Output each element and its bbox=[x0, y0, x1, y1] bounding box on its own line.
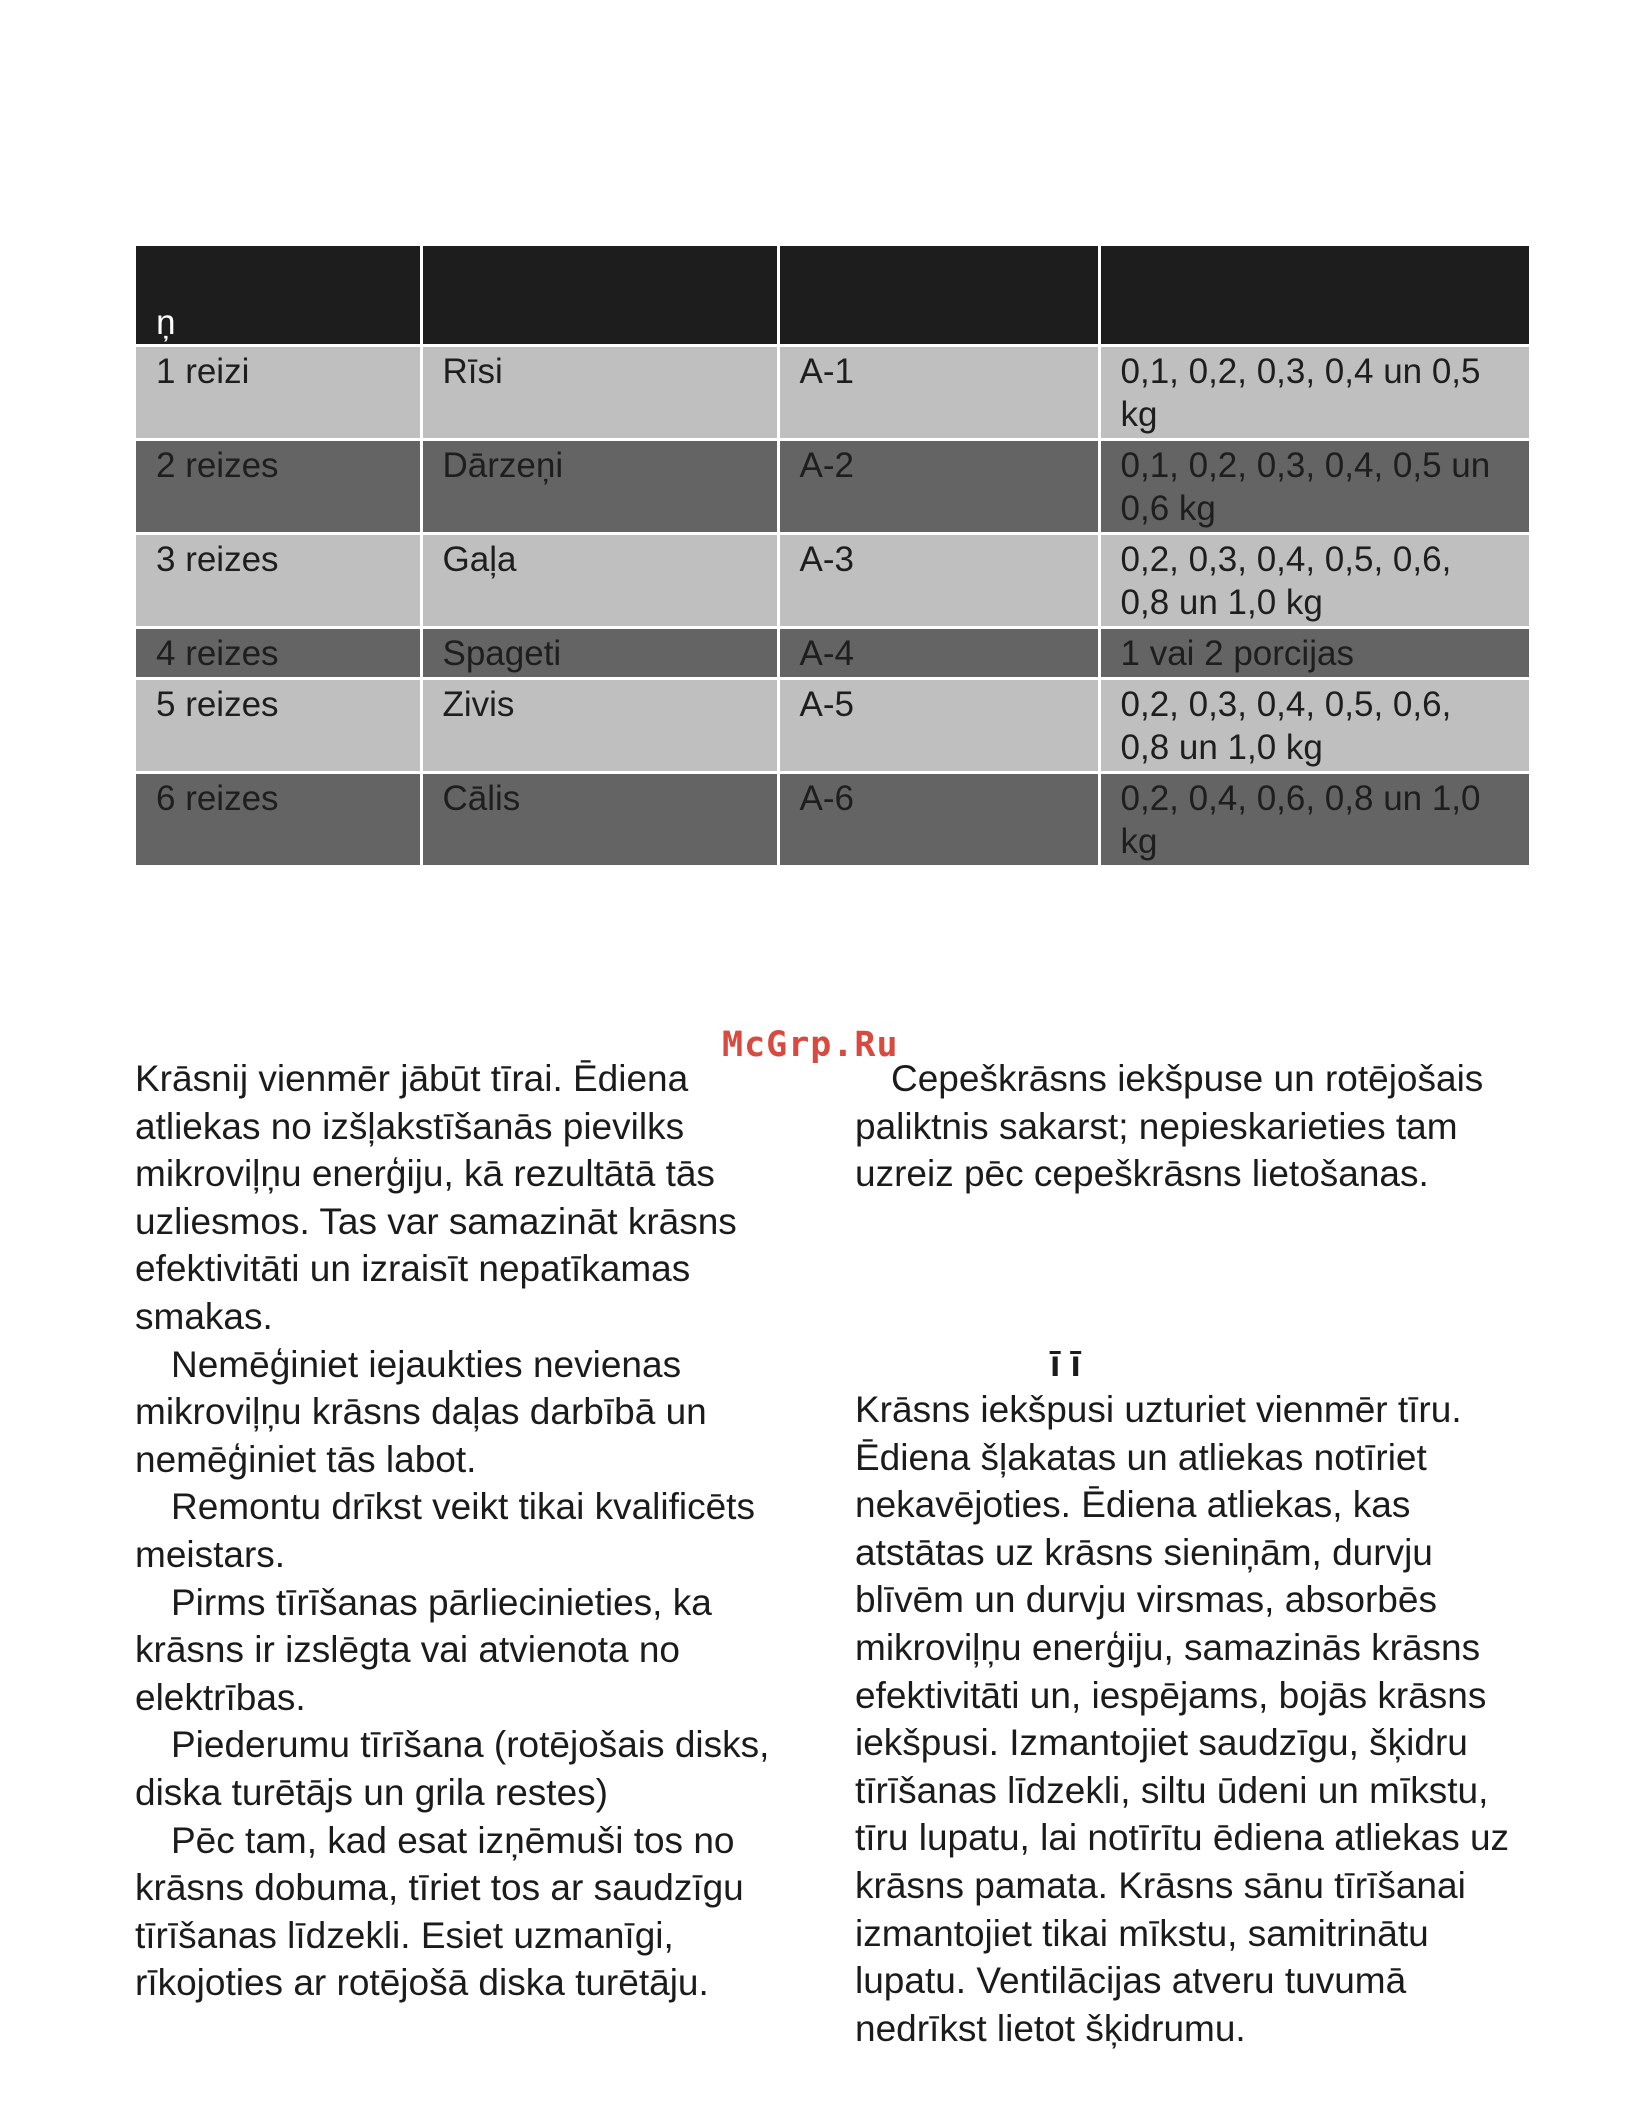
header-weight bbox=[1099, 246, 1529, 346]
table-row bbox=[136, 346, 1529, 440]
table-row bbox=[136, 440, 1529, 534]
paragraph: Krāsnij vienmēr jābūt tīrai. Ēdiena atliekas no izšļakstīšanās pievilks mikroviļņu enerģiju, kā rezultātā tās uzliesmos. Tas var samazināt krāsns efektivitāti un izraisīt nepatīkamas smakas. bbox=[135, 1058, 737, 1337]
cell-weight: 1 vai 2 porcijas bbox=[1099, 628, 1529, 679]
cell-food: Dārzeņi bbox=[421, 440, 778, 534]
header-code bbox=[778, 246, 1099, 346]
cell-weight: 0,2, 0,3, 0,4, 0,5, 0,6, 0,8 un 1,0 kg bbox=[1099, 534, 1529, 628]
paragraph: Pēc tam, kad esat izņēmuši tos no krāsns dobuma, tīriet tos ar saudzīgu tīrīšanas līdzekli. Esiet uzmanīgi, rīkojoties ar rotējošā diska turētāju. bbox=[135, 1819, 744, 2004]
cell-presses: 5 reizes bbox=[136, 679, 421, 773]
left-text-column bbox=[135, 1055, 795, 2007]
header-presses: ņ bbox=[136, 246, 421, 346]
paragraph: Krāsns iekšpusi uzturiet vienmēr tīru. Ēdiena šļakatas un atliekas notīriet nekavējoties. Ēdiena atliekas, kas atstātas uz krāsns sieniņām, durvju blīvēm un durvju virsmas, absorbēs mikroviļņu enerģiju, samazinās krāsns efektivitāti un, iespējams, bojās krāsns iekšpusi. Izmantojiet saudzīgu, šķidru tīrīšanas līdzekli, siltu ūdeni un mīkstu, tīru lupatu, lai notīrītu ēdiena atliekas uz krāsns pamata. Krāsns sānu tīrīšanai izmantojiet tikai mīkstu, samitrinātu lupatu. Ventilācijas atveru tuvumā nedrīkst lietot šķidrumu. bbox=[855, 1389, 1510, 2049]
cell-presses: 3 reizes bbox=[136, 534, 421, 628]
cell-code: A-3 bbox=[778, 534, 1099, 628]
header-food bbox=[421, 246, 778, 346]
auto-menu-table bbox=[136, 246, 1529, 868]
cell-food: Rīsi bbox=[421, 346, 778, 440]
cell-presses: 4 reizes bbox=[136, 628, 421, 679]
table-header-row bbox=[136, 246, 1529, 346]
table-row bbox=[136, 628, 1529, 679]
cell-code: A-4 bbox=[778, 628, 1099, 679]
cell-food: Spageti bbox=[421, 628, 778, 679]
right-text-column bbox=[855, 1055, 1535, 1198]
table-row bbox=[136, 773, 1529, 867]
paragraph: Piederumu tīrīšana (rotējošais disks, diska turētājs un grila restes) bbox=[135, 1724, 770, 1813]
cell-code: A-1 bbox=[778, 346, 1099, 440]
cell-presses: 6 reizes bbox=[136, 773, 421, 867]
cell-weight: 0,2, 0,3, 0,4, 0,5, 0,6, 0,8 un 1,0 kg bbox=[1099, 679, 1529, 773]
section-heading: ī ī bbox=[1050, 1343, 1081, 1384]
paragraph: Pirms tīrīšanas pārliecinieties, ka krāsns ir izslēgta vai atvienota no elektrības. bbox=[135, 1581, 712, 1718]
cell-code: A-2 bbox=[778, 440, 1099, 534]
table-row bbox=[136, 679, 1529, 773]
cell-presses: 1 reizi bbox=[136, 346, 421, 440]
paragraph: Cepeškrāsns iekšpuse un rotējošais paliktnis sakarst; nepieskarieties tam uzreiz pēc cepeškrāsns lietošanas. bbox=[855, 1058, 1484, 1195]
cell-weight: 0,1, 0,2, 0,3, 0,4 un 0,5 kg bbox=[1099, 346, 1529, 440]
cell-presses: 2 reizes bbox=[136, 440, 421, 534]
paragraph: Nemēģiniet iejaukties nevienas mikroviļņu krāsns daļas darbībā un nemēģiniet tās labot. bbox=[135, 1343, 707, 1480]
table-row bbox=[136, 534, 1529, 628]
cell-food: Zivis bbox=[421, 679, 778, 773]
cell-code: A-5 bbox=[778, 679, 1099, 773]
cell-food: Gaļa bbox=[421, 534, 778, 628]
right-text-column-lower bbox=[855, 1386, 1535, 2052]
cell-code: A-6 bbox=[778, 773, 1099, 867]
cell-weight: 0,1, 0,2, 0,3, 0,4, 0,5 un 0,6 kg bbox=[1099, 440, 1529, 534]
cell-weight: 0,2, 0,4, 0,6, 0,8 un 1,0 kg bbox=[1099, 773, 1529, 867]
watermark: McGrp.Ru bbox=[722, 1025, 899, 1065]
cell-food: Cālis bbox=[421, 773, 778, 867]
paragraph: Remontu drīkst veikt tikai kvalificēts meistars. bbox=[135, 1486, 755, 1575]
